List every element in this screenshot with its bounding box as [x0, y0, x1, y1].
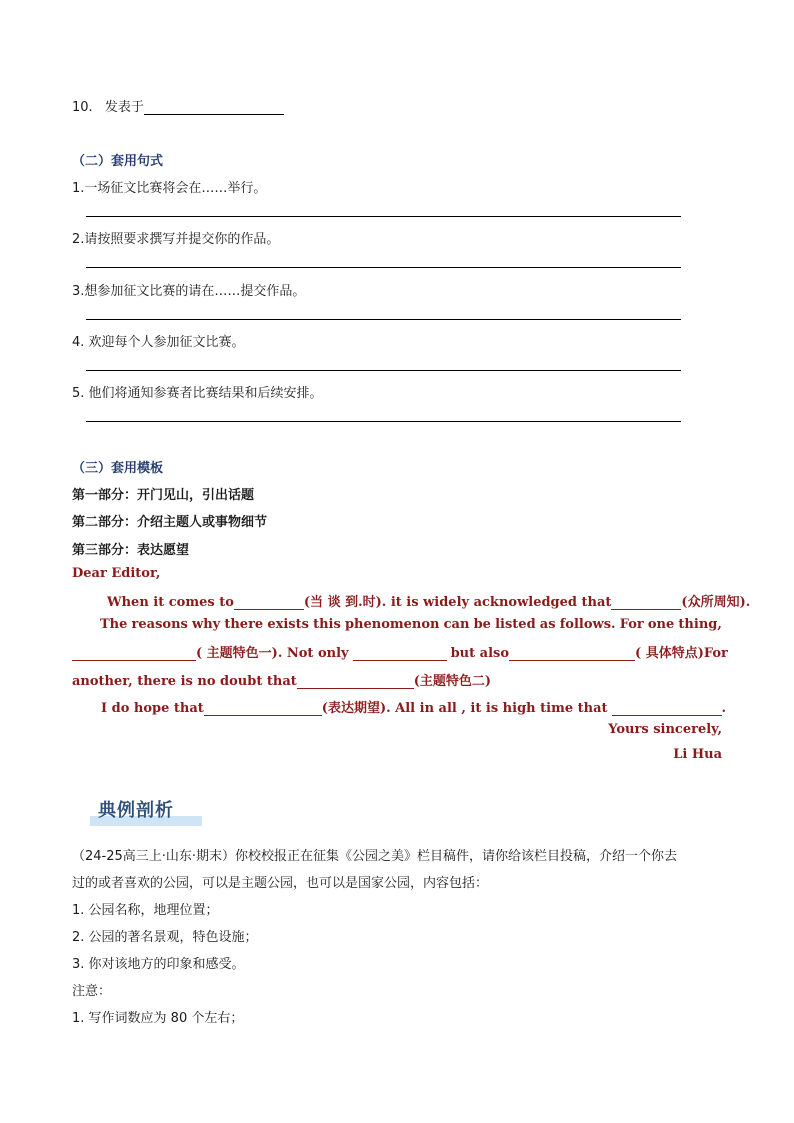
- note-item: 1. 写作词数应为 80 个左右；: [72, 1011, 244, 1026]
- letter-text: but also: [450, 646, 510, 661]
- task-intro-line-2: 过的或者喜欢的公园，可以是主题公园，也可以是国家公园，内容包括：: [72, 876, 489, 891]
- answer-line[interactable]: [86, 319, 681, 320]
- fill-blank[interactable]: [353, 648, 447, 661]
- letter-signature: Li Hua: [673, 747, 722, 762]
- section-title: （二）套用句式: [72, 154, 164, 169]
- letter-word: this: [313, 617, 341, 632]
- fill-blank[interactable]: [611, 597, 681, 610]
- question-number: 10.: [72, 100, 93, 115]
- answer-line[interactable]: [86, 421, 681, 422]
- letter-word: listed: [495, 617, 536, 632]
- letter-word: thing,: [678, 617, 722, 632]
- note-label: 注意：: [72, 984, 112, 999]
- letter-word: follows.: [559, 617, 616, 632]
- sentence-prompt: 5. 他们将通知参赛者比赛结果和后续安排。: [72, 386, 323, 401]
- answer-blank[interactable]: [144, 102, 284, 115]
- letter-closing: Yours sincerely,: [608, 722, 722, 737]
- fill-blank[interactable]: [72, 648, 196, 661]
- task-requirement: 1. 公园名称，地理位置；: [72, 903, 219, 918]
- answer-line[interactable]: [86, 370, 681, 371]
- fill-blank[interactable]: [297, 676, 414, 689]
- sentence-prompt: 2.请按照要求撰写并提交你的作品。: [72, 232, 280, 247]
- letter-word: For: [619, 617, 644, 632]
- letter-word: The: [100, 617, 128, 632]
- template-part: 第一部分：开门见山，引出话题: [72, 488, 255, 503]
- letter-text: (主题特色二): [413, 674, 492, 689]
- letter-text: another, there is no doubt that: [72, 674, 297, 689]
- letter-text: I do hope that: [101, 701, 204, 716]
- question-text: 发表于: [104, 100, 144, 115]
- letter-word: be: [473, 617, 491, 632]
- letter-text: (表达期望). All in all , it is high time that: [321, 701, 608, 716]
- question-10: [72, 96, 284, 115]
- section-banner: [90, 794, 202, 826]
- letter-salutation: Dear Editor,: [72, 566, 161, 581]
- fill-blank[interactable]: [509, 648, 635, 661]
- letter-word: exists: [267, 617, 309, 632]
- letter-word: why: [192, 617, 221, 632]
- task-requirement: 3. 你对该地方的印象和感受。: [72, 957, 245, 972]
- letter-word: one: [647, 617, 675, 632]
- template-part: 第三部分：表达愿望: [72, 543, 190, 558]
- sentence-prompt: 4. 欢迎每个人参加征文比赛。: [72, 335, 245, 350]
- letter-word: can: [443, 617, 470, 632]
- letter-text: (众所周知).: [681, 595, 751, 610]
- banner-title: 典例剖析: [98, 800, 174, 821]
- letter-line-4: [72, 670, 491, 689]
- letter-line-5: [101, 697, 726, 716]
- section-title: （三）套用模板: [72, 461, 164, 476]
- fill-blank[interactable]: [612, 703, 722, 716]
- letter-word: as: [539, 617, 556, 632]
- sentence-prompt: 3.想参加征文比赛的请在……提交作品。: [72, 284, 306, 299]
- fill-blank[interactable]: [204, 703, 322, 716]
- letter-text: ( 具体特点)For: [635, 646, 728, 661]
- letter-word: phenomenon: [344, 617, 440, 632]
- letter-text: (当 谈 到.时). it is widely acknowledged that: [303, 595, 612, 610]
- letter-text: .: [721, 701, 727, 716]
- task-intro-line-1: （24-25高三上·山东·期末）你校校报正在征集《公园之美》栏目稿件，请你给该栏目投稿，介绍一个你去: [72, 849, 678, 864]
- fill-blank[interactable]: [234, 597, 304, 610]
- sentence-prompt: 1.一场征文比赛将会在……举行。: [72, 181, 267, 196]
- letter-line-1: [107, 591, 750, 610]
- letter-text: When it comes to: [107, 595, 234, 610]
- letter-line-2: [100, 617, 722, 632]
- answer-line[interactable]: [86, 216, 681, 217]
- task-requirement: 2. 公园的著名景观，特色设施；: [72, 930, 258, 945]
- letter-text: ( 主题特色一). Not only: [196, 646, 349, 661]
- letter-line-3: [72, 642, 728, 661]
- answer-line[interactable]: [86, 267, 681, 268]
- letter-word: reasons: [131, 617, 188, 632]
- template-part: 第二部分：介绍主题人或事物细节: [72, 515, 268, 530]
- letter-word: there: [224, 617, 264, 632]
